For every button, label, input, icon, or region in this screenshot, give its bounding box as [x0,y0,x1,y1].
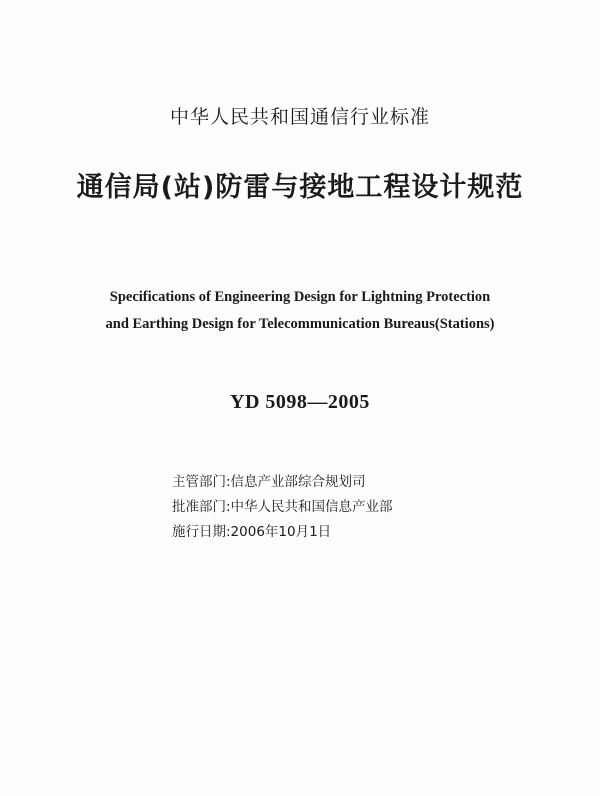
english-title [60,284,540,338]
authority-line: 主管部门:信息产业部综合规划司 [172,474,366,490]
standard-code: YD 5098—2005 [230,391,370,413]
english-title-line-2: and Earthing Design for Telecommunication Bureaus(Stations) [105,316,495,332]
chinese-title: 通信局(站)防雷与接地工程设计规范 [76,172,524,203]
english-title-line-1: Specifications of Engineering Design for Lightning Protection [109,289,491,305]
industry-standard-heading: 中华人民共和国通信行业标准 [169,106,430,128]
publication-metadata [172,470,492,545]
approver-line: 批准部门:中华人民共和国信息产业部 [172,499,393,515]
effective-date-line: 施行日期:2006年10月1日 [172,524,332,540]
